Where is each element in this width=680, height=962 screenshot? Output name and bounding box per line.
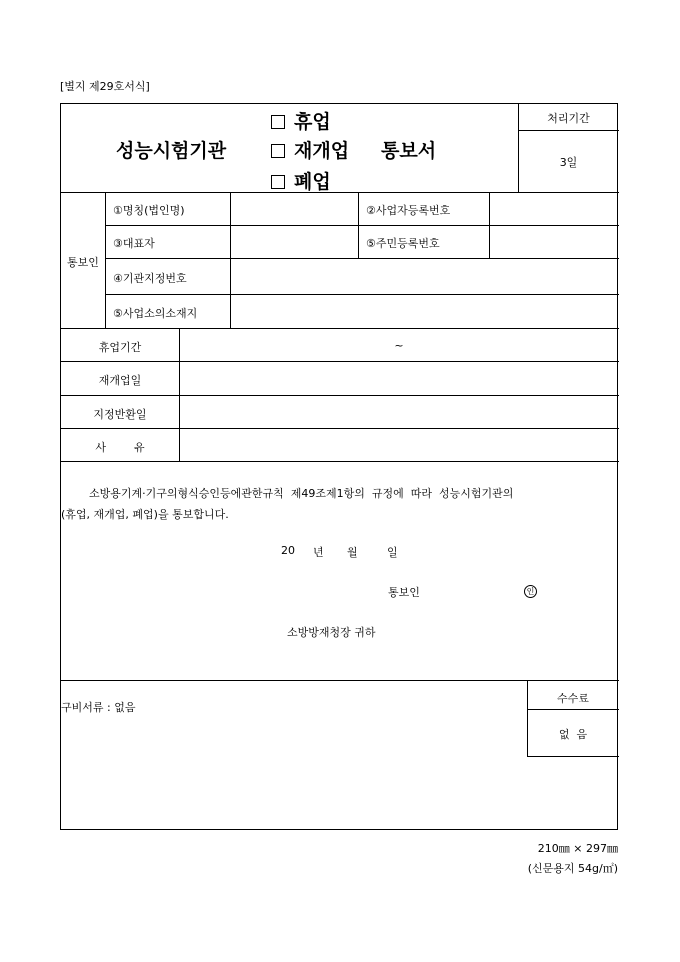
- title-suffix: 통보서: [381, 140, 437, 162]
- form-number-label: [별지 제29호서식]: [60, 80, 150, 93]
- seal-mark: [524, 584, 537, 598]
- seal-icon: 인: [524, 585, 537, 598]
- statement-line-1: 소방용기계·기구의형식승인등에관한규칙 제49조제1항의 규정에 따라 성능시험기관의: [89, 487, 514, 500]
- fee-label: 수수료: [557, 692, 589, 705]
- title-prefix: 성능시험기관: [116, 140, 227, 162]
- fee-value: 없 음: [558, 728, 588, 741]
- date-month-unit: 월: [347, 546, 358, 559]
- paper-size: 210㎜ × 297㎜: [537, 842, 618, 855]
- option-shutdown: [271, 167, 331, 194]
- option-reopen: [271, 136, 349, 163]
- date-day-unit: 일: [387, 546, 398, 559]
- option-closure-label: 휴업: [294, 111, 331, 133]
- checkbox-shutdown[interactable]: [271, 175, 285, 189]
- addressee: 소방방재청장 귀하: [287, 626, 376, 639]
- notifier-section-label: 통보인: [67, 256, 99, 269]
- required-documents: 구비서류 : 없음: [61, 701, 136, 714]
- reason-label: 사 유: [95, 441, 145, 454]
- option-closure: [271, 107, 331, 134]
- closure-period-separator: ~: [394, 339, 404, 352]
- processing-period-label: 처리기간: [547, 112, 590, 125]
- date-year-unit: 년: [313, 546, 324, 559]
- field-name-label: ①명칭(법인명): [113, 204, 185, 217]
- date-year: 20: [281, 544, 295, 557]
- closure-period-label: 휴업기간: [98, 341, 142, 354]
- field-agency-designation-label: ④기관지정번호: [113, 272, 187, 285]
- notification-form: [60, 103, 618, 830]
- reopen-date-label: 재개업일: [98, 374, 142, 387]
- checkbox-reopen[interactable]: [271, 144, 285, 158]
- option-shutdown-label: 폐업: [294, 171, 331, 193]
- designation-return-date-label: 지정반환일: [93, 408, 147, 421]
- processing-period-value: 3일: [559, 156, 578, 169]
- signer-label: 통보인: [388, 586, 420, 599]
- checkbox-closure[interactable]: [271, 115, 285, 129]
- statement-line-2: (휴업, 재개업, 폐업)을 통보합니다.: [61, 508, 229, 521]
- paper-type: (신문용지 54g/㎡): [527, 862, 618, 875]
- field-representative-label: ③대표자: [113, 237, 155, 250]
- option-reopen-label: 재개업: [294, 140, 350, 162]
- field-business-address-label: ⑤사업소의소재지: [113, 307, 198, 320]
- field-business-reg-label: ②사업자등록번호: [366, 204, 451, 217]
- field-resident-reg-label: ⑤주민등록번호: [366, 237, 440, 250]
